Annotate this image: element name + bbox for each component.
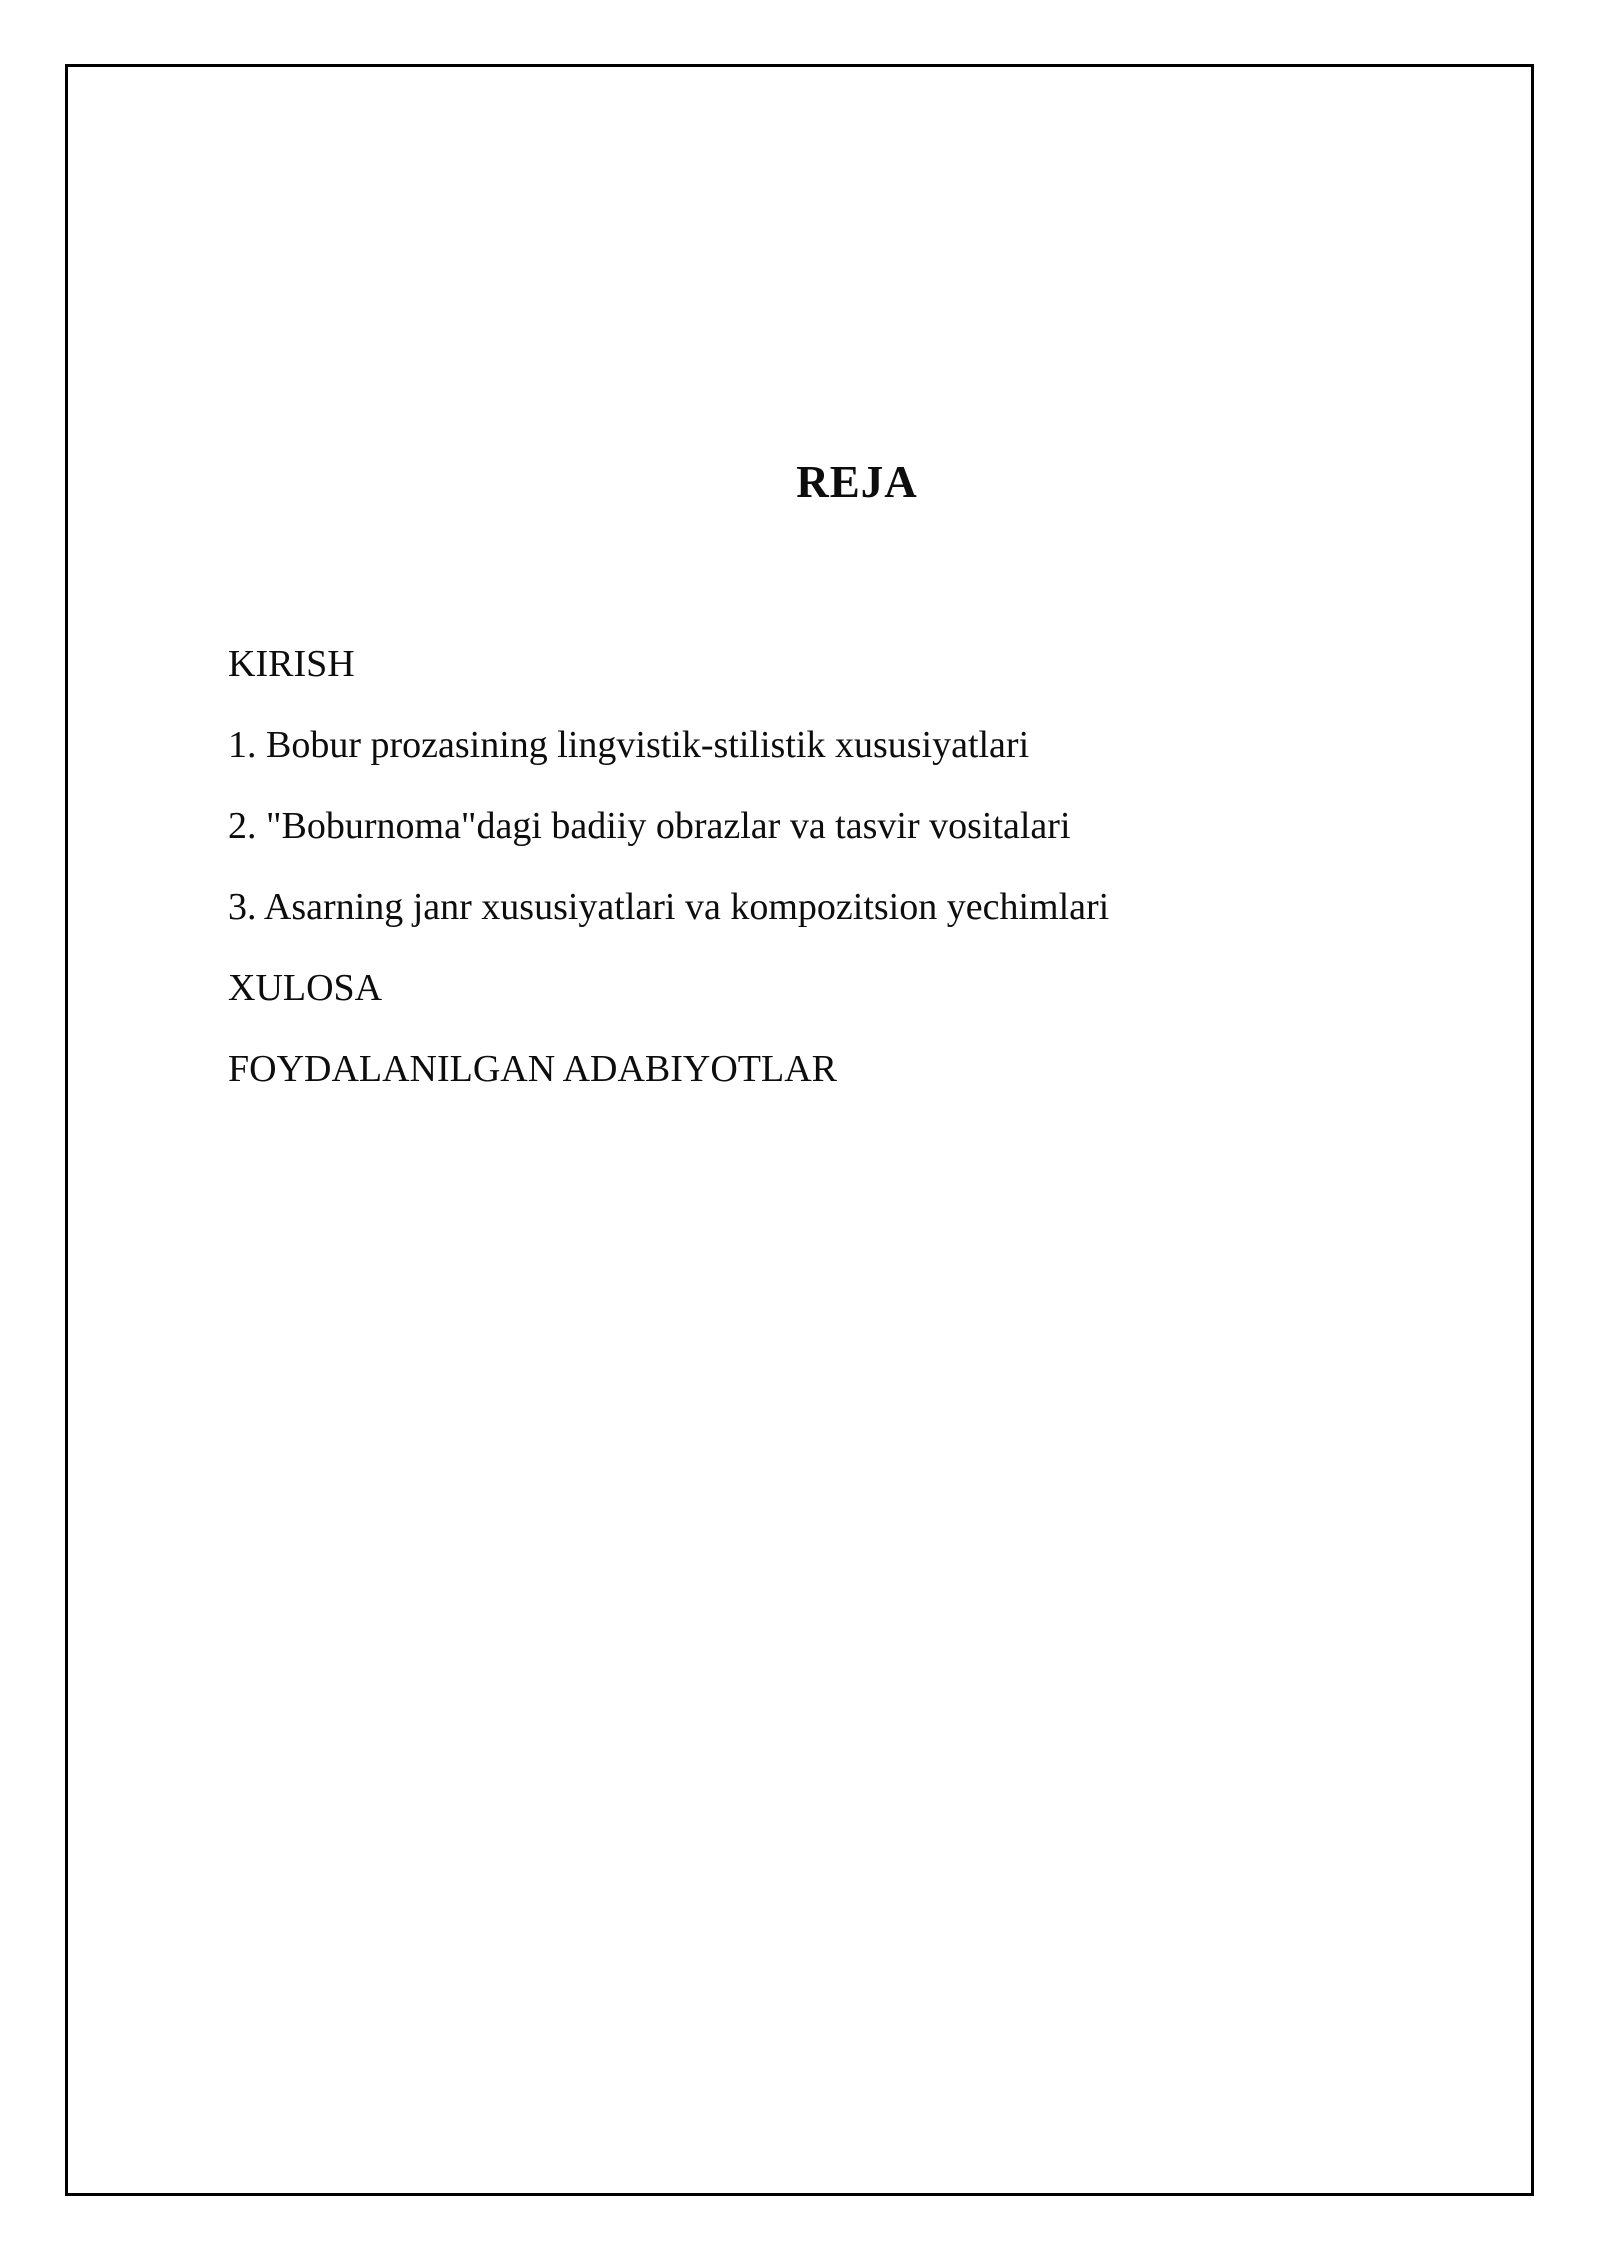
page-border-frame [65,64,1534,2196]
outline-item-1: 1. Bobur prozasining lingvistik-stilistik xususiyatlari [228,724,1030,766]
outline-item-xulosa: XULOSA [228,967,383,1009]
outline-item-adabiyotlar: FOYDALANILGAN ADABIYOTLAR [228,1048,838,1090]
outline-item-2: 2. "Boburnoma"dagi badiiy obrazlar va tasvir vositalari [228,805,1071,847]
outline-item-3: 3. Asarning janr xususiyatlari va kompozitsion yechimlari [228,886,1110,928]
outline-item-kirish: KIRISH [228,643,355,685]
outline-list [228,624,1480,1110]
document-title: REJA [796,457,918,507]
